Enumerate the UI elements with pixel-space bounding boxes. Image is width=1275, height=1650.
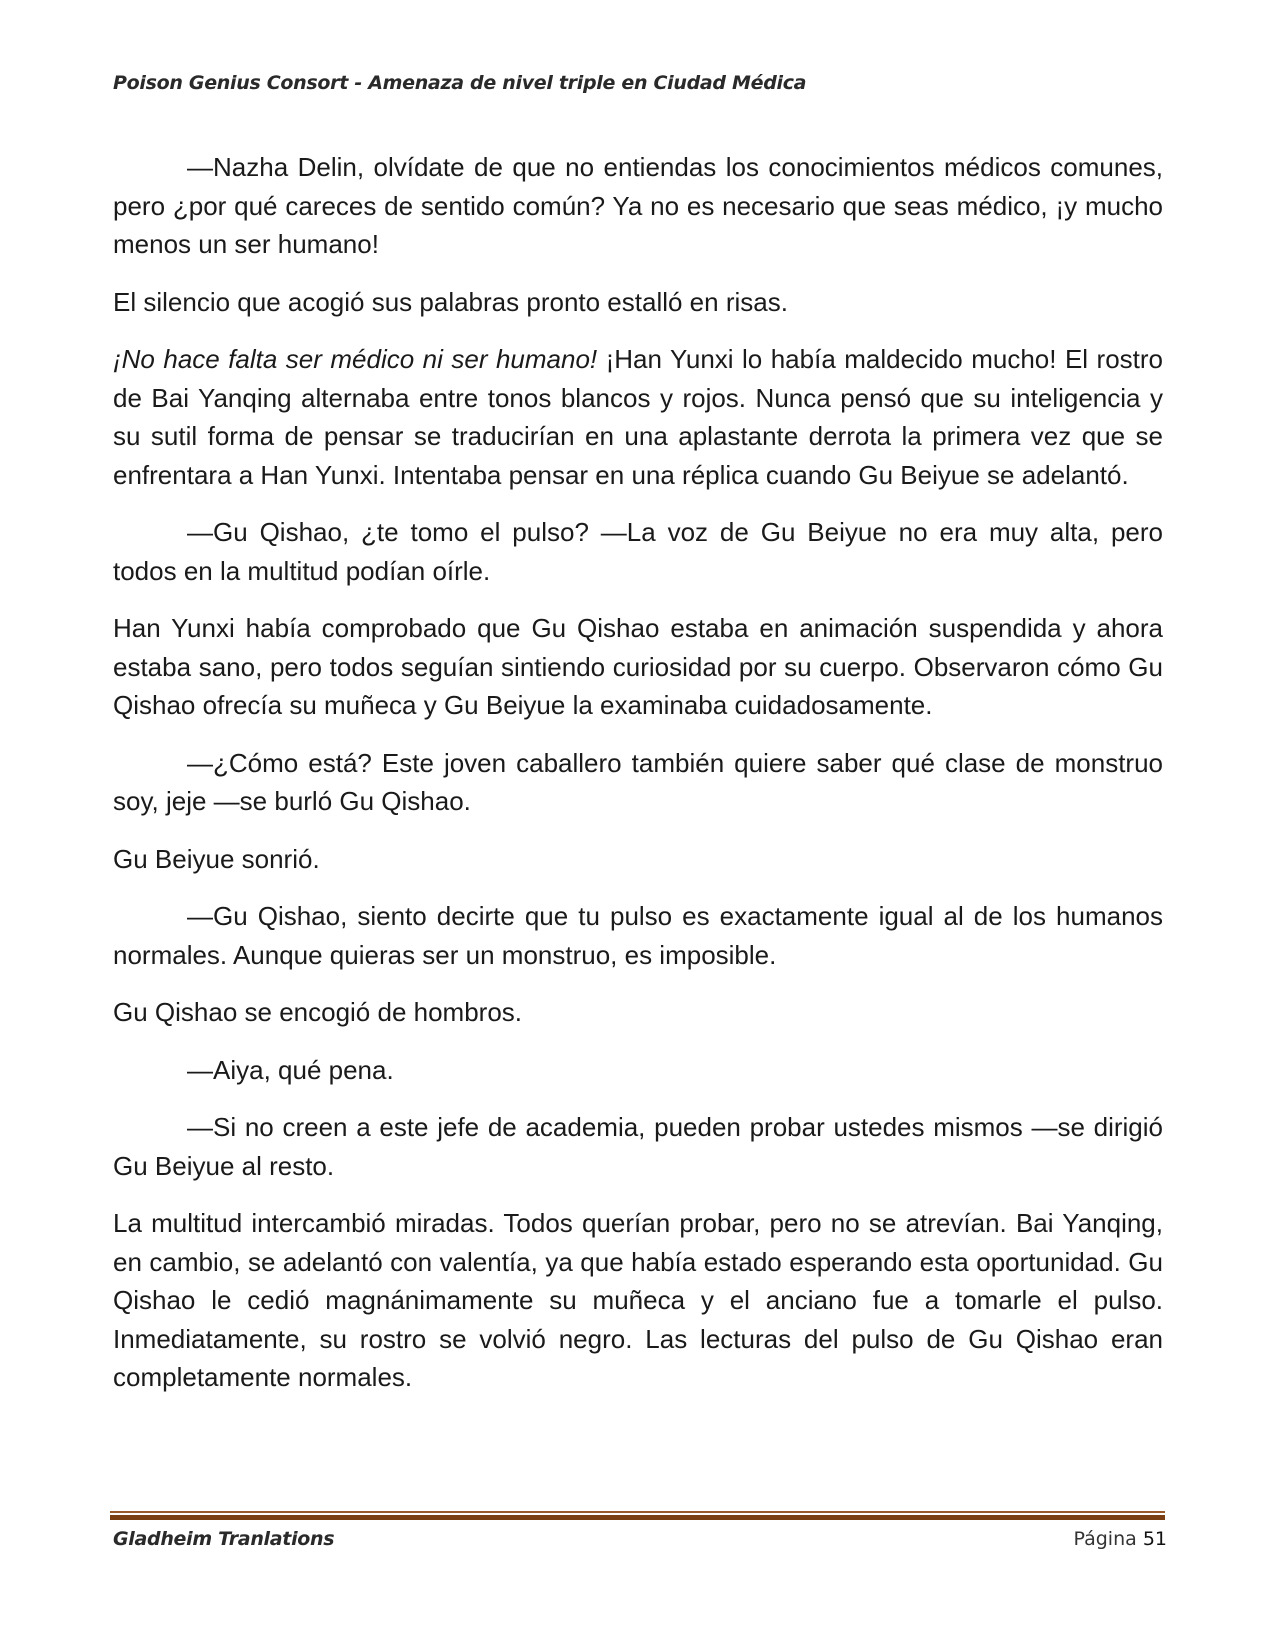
paragraph: Gu Qishao se encogió de hombros. [113,997,523,1027]
footer-rule-thin [110,1511,1165,1513]
paragraph: —Gu Qishao, siento decirte que tu pulso es exactamente igual al de los humanos normales. Aunque quieras ser un monstruo, es imposible. [113,901,1163,970]
paragraph: Han Yunxi había comprobado que Gu Qishao estaba en animación suspendida y ahora estaba sano, pero todos seguían sintiendo curiosidad por su cuerpo. Observaron cómo Gu Qishao ofrecía su muñeca y Gu Beiyue la examinaba cuidadosamente. [113,613,1163,720]
paragraph: —Nazha Delin, olvídate de que no entiendas los conocimientos médicos comunes, pero ¿por qué careces de sentido común? Ya no es necesario que seas médico, ¡y mucho menos un ser humano! [113,152,1163,259]
page-body [113,148,1163,1416]
paragraph: —¿Cómo está? Este joven caballero también quiere saber qué clase de monstruo soy, jeje —se burló Gu Qishao. [113,747,1163,816]
page-label: Página [1073,1528,1137,1550]
footer-rule-thick [110,1515,1165,1520]
footer-credit: Gladheim Tranlations [113,1528,335,1550]
paragraph: Gu Beiyue sonrió. [113,843,320,874]
paragraph: —Aiya, qué pena. [187,1054,394,1085]
paragraph-text: ¡Han Yunxi lo había maldecido mucho! El rostro de Bai Yanqing alternaba entre tonos blancos y rojos. Nunca pensó que su inteligencia y su sutil forma de pensar se traducirían en una aplastante derrota la primera vez que se enfrentara a Han Yunxi. Intentaba pensar en una réplica cuando Gu Beiyue se adelantó. [113,344,1163,490]
page-number-label [1073,1528,1167,1550]
paragraph: El silencio que acogió sus palabras pronto estalló en risas. [113,286,788,317]
paragraph: —Si no creen a este jefe de academia, pueden probar ustedes mismos —se dirigió Gu Beiyue al resto. [113,1112,1163,1181]
running-header: Poison Genius Consort - Amenaza de nivel triple en Ciudad Médica [113,72,807,94]
paragraph [113,340,1163,494]
paragraph: La multitud intercambió miradas. Todos querían probar, pero no se atrevían. Bai Yanqing, en cambio, se adelantó con valentía, ya que había estado esperando esta oportunidad. Gu Qishao le cedió magnánimamente su muñeca y el anciano fue a tomarle el pulso. Inmediatamente, su rostro se volvió negro. Las lecturas del pulso de Gu Qishao eran completamente normales. [113,1208,1163,1392]
italic-phrase: ¡No hace falta ser médico ni ser humano! [113,344,598,374]
paragraph: —Gu Qishao, ¿te tomo el pulso? —La voz de Gu Beiyue no era muy alta, pero todos en la multitud podían oírle. [113,517,1163,586]
page-number: 51 [1142,1528,1167,1550]
